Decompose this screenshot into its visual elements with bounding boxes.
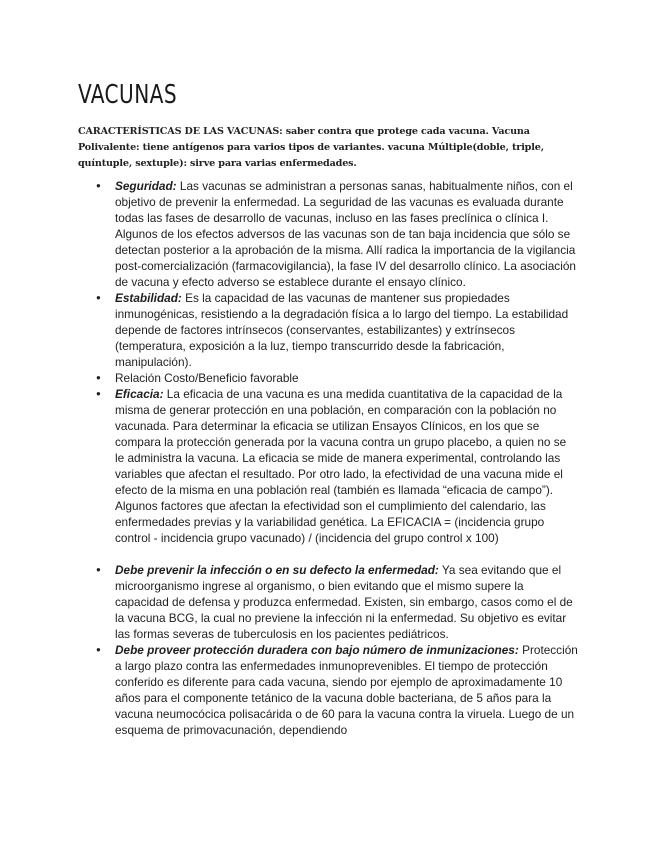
list-item-seguridad (78, 178, 578, 290)
list-item-term: Debe prevenir la infección o en su defecto la enfermedad: (115, 563, 439, 577)
list-item-proteccion-duradera (78, 642, 578, 738)
list-item-term: Debe proveer protección duradera con bajo número de inmunizaciones: (115, 643, 519, 657)
list-item-eficacia (78, 386, 578, 546)
list-item-text: La eficacia de una vacuna es una medida cuantitativa de la capacidad de la misma de generar protección en una población, en comparación con la población no vacunada. Para determinar la eficacia se utilizan Ensayos Clínicos, en los que se compara la protección generada por la vacuna contra un grupo placebo, a quien no se le administra la vacuna. La eficacia se mide de manera experimental, controlando las variables que afectan el resultado. Por otro lado, la efectividad de una vacuna mide el efecto de la misma en una población real (también es llamada “eficacia de campo”). Algunos factores que afectan la efectividad son el cumplimiento del calendario, las enfermedades previas y la variabilidad genética. La EFICACIA = (incidencia grupo control - incidencia grupo vacunado) / (incidencia del grupo control x 100) (115, 387, 567, 545)
list-item-term: Estabilidad: (115, 291, 182, 305)
list-item-term: Eficacia: (115, 387, 164, 401)
list-item-text: Es la capacidad de las vacunas de mantener sus propiedades inmunogénicas, resistiendo a la degradación física a lo largo del tiempo. La estabilidad depende de factores intrínsecos (conservantes, estabilizantes) y extrínsecos (temperatura, exposición a la luz, tiempo transcurrido desde la fabricación, manipulación). (115, 291, 569, 369)
list-item-prevenir-infeccion (78, 562, 578, 642)
list-item-text: Ya sea evitando que el microorganismo ingrese al organismo, o bien evitando que el mismo supere la capacidad de defensa y produzca enfermedad. Existen, sin embargo, casos como el de la vacuna BCG, la cual no previene la infección ni la enfermedad. Su objetivo es evitar las formas severas de tuberculosis en los pacientes pediátricos. (115, 563, 573, 641)
characteristics-list (78, 178, 578, 738)
list-item-estabilidad (78, 290, 578, 370)
intro-paragraph: CARACTERÍSTICAS DE LAS VACUNAS: saber contra que protege cada vacuna. Vacuna Polivalente: tiene antígenos para varios tipos de variantes. vacuna Múltiple(doble, triple, quíntuple, sextuple): sirve para varias enfermedades. (78, 126, 544, 169)
list-item-costo-beneficio (78, 370, 578, 386)
list-item-text: Protección a largo plazo contra las enfermedades inmunoprevenibles. El tiempo de protección conferido es diferente para cada vacuna, siendo por ejemplo de aproximadamente 10 años para el componente tetánico de la vacuna doble bacteriana, de 5 años para la vacuna neumocócica polisacárida o de 60 para la vacuna contra la viruela. Luego de un esquema de primovacunación, dependiendo (115, 643, 578, 737)
list-item-text: Relación Costo/Beneficio favorable (115, 371, 299, 385)
document-title: VACUNAS (78, 80, 178, 110)
list-item-text: Las vacunas se administran a personas sanas, habitualmente niños, con el objetivo de prevenir la enfermedad. La seguridad de las vacunas es evaluada durante todas las fases de desarrollo de vacunas, incluso en las fases preclínica o clínica I. Algunos de los efectos adversos de las vacunas son de tan baja incidencia que sólo se detectan posterior a la aprobación de la misma. Allí radica la importancia de la vigilancia post-comercialización (farmacovigilancia), la fase IV del desarrollo clínico. La asociación de vacuna y efecto adverso se establece durante el ensayo clínico. (115, 179, 576, 289)
list-item-term: Seguridad: (115, 179, 177, 193)
